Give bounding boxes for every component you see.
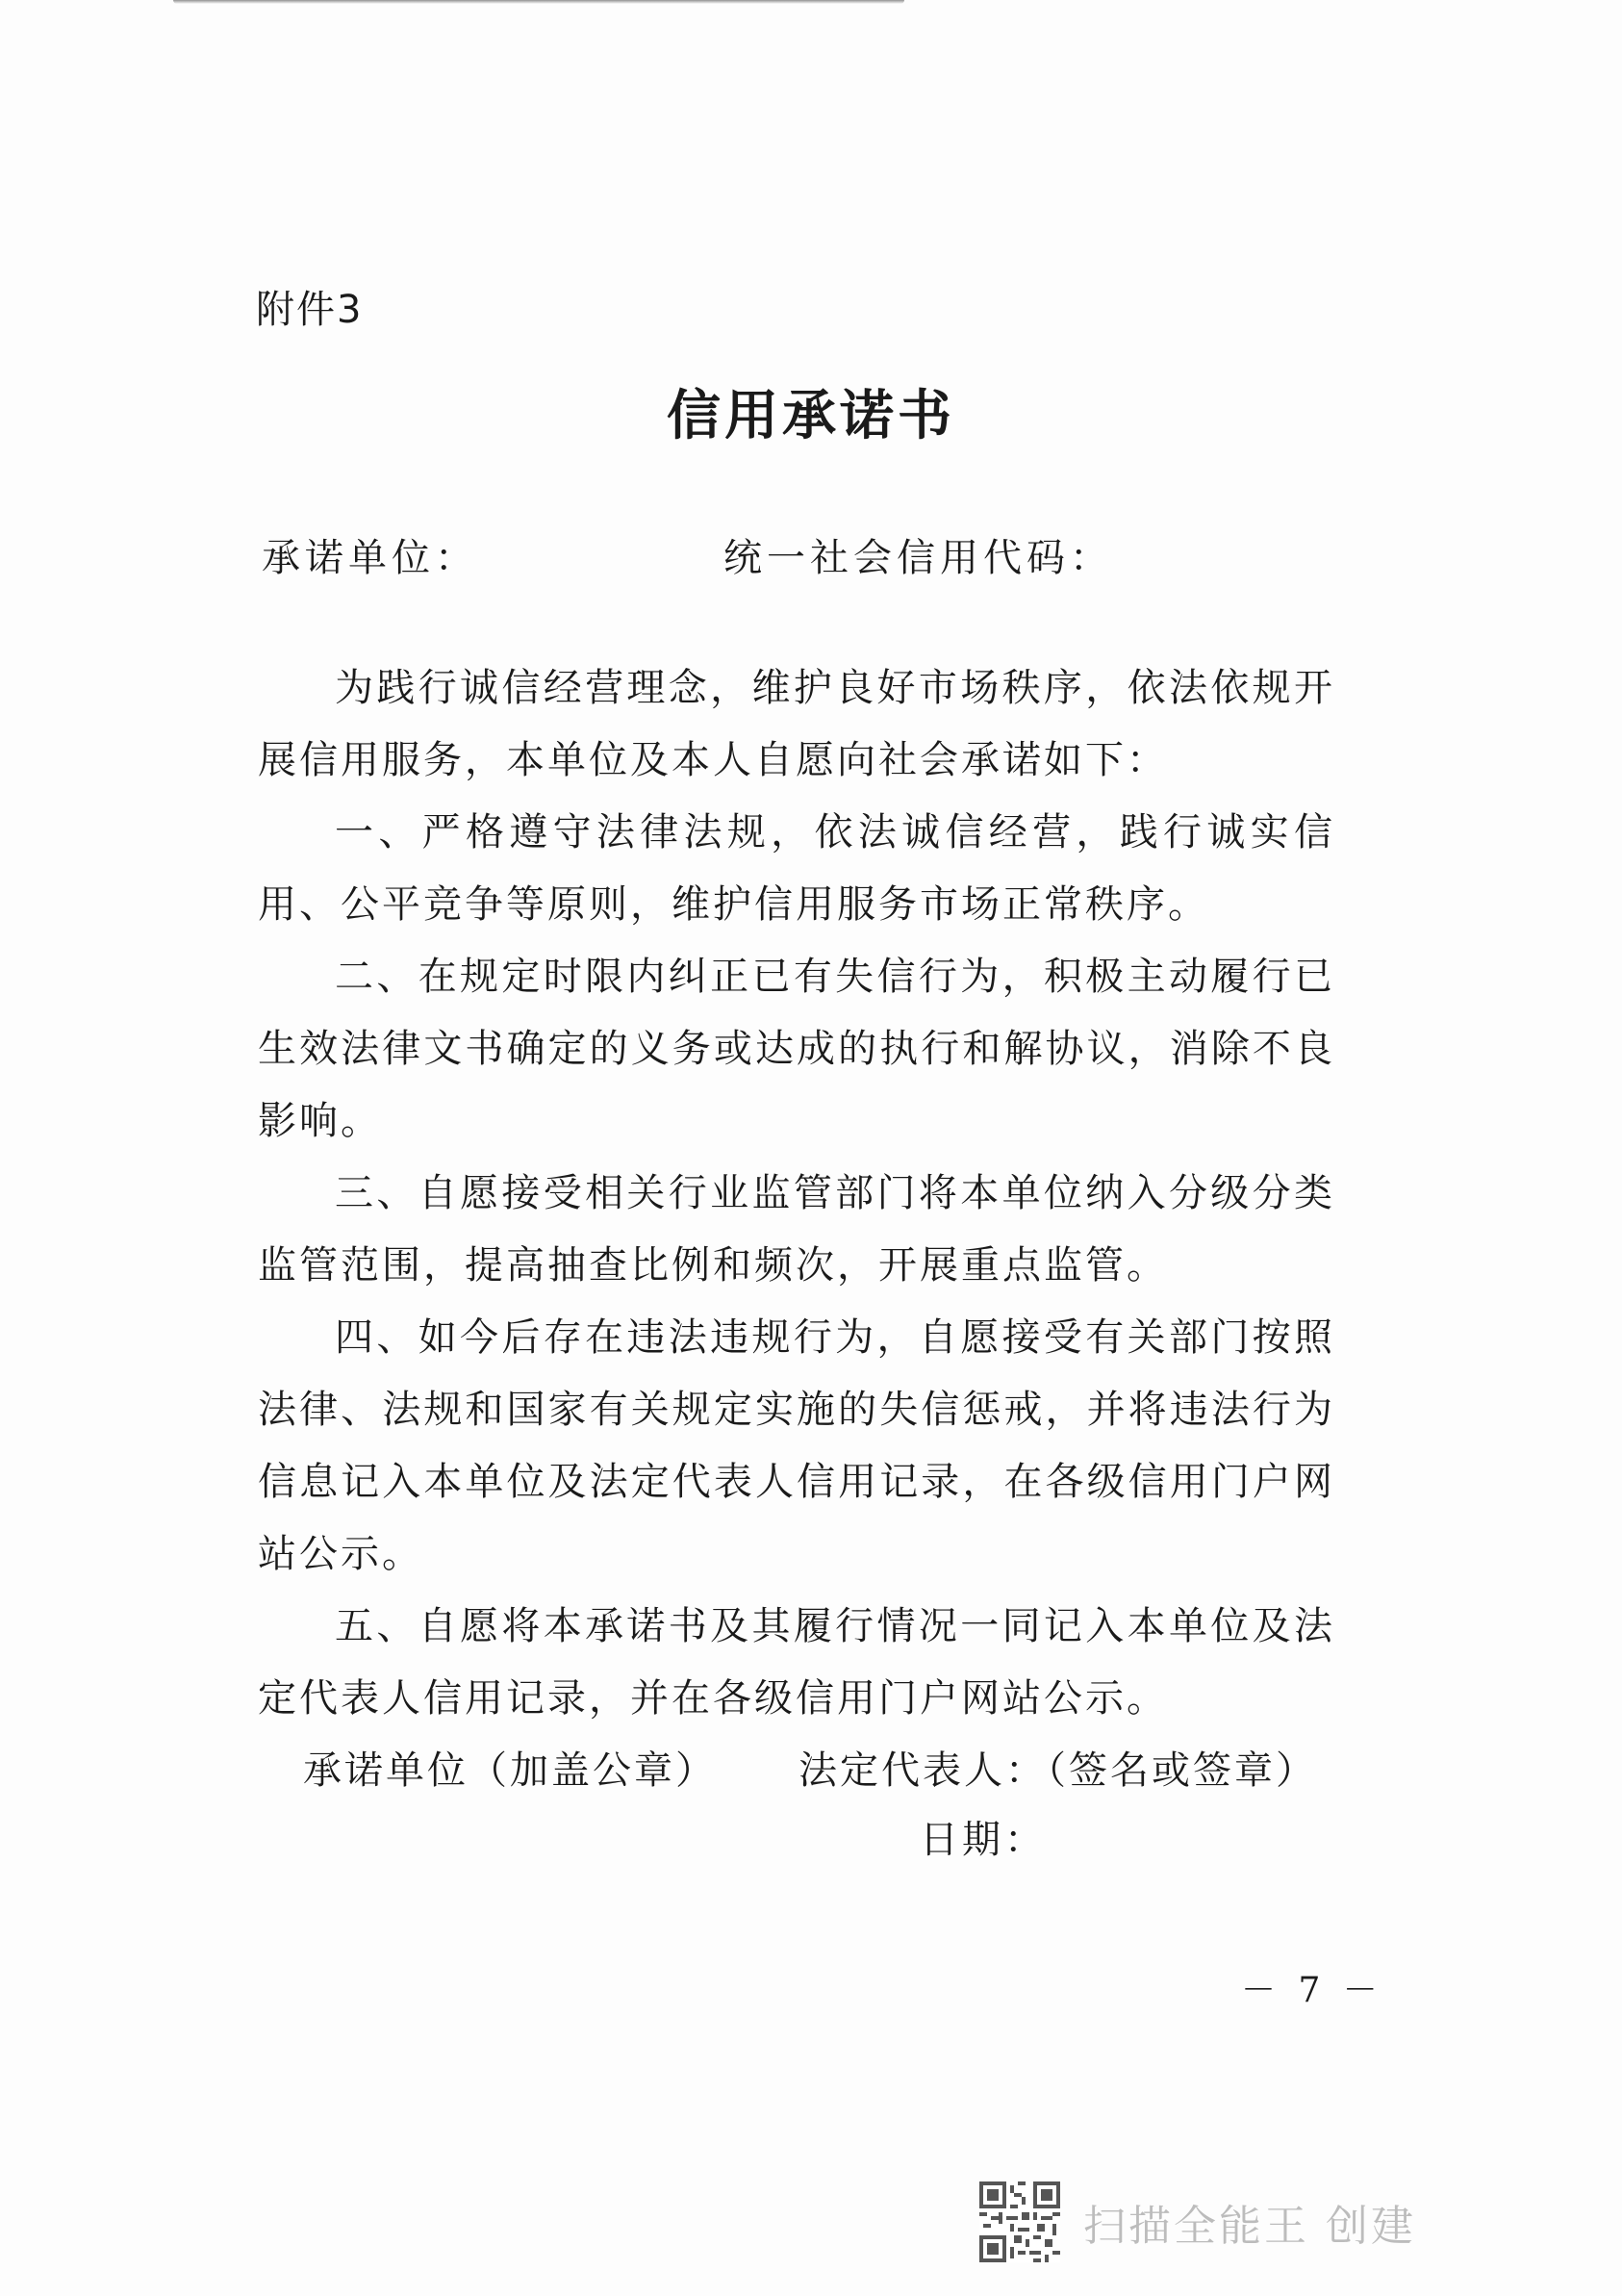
legal-representative-label: 法定代表人：（签名或签章） — [798, 1748, 1317, 1793]
attachment-label: 附件3 — [256, 288, 364, 332]
document-title: 信用承诺书 — [667, 384, 955, 447]
document-body — [258, 652, 1335, 1735]
qr-code-icon — [979, 2181, 1060, 2262]
date-label: 日期： — [920, 1818, 1047, 1862]
paragraph-intro: 为践行诚信经营理念，维护良好市场秩序，依法依规开展信用服务，本单位及本人自愿向社会承诺如下： — [258, 666, 1335, 782]
paragraph-item-4: 四、如今后存在违法违规行为，自愿接受有关部门按照法律、法规和国家有关规定实施的失信惩戒，并将违法行为信息记入本单位及法定代表人信用记录，在各级信用门户网站公示。 — [258, 1315, 1335, 1576]
paragraph-item-1: 一、严格遵守法律法规，依法诚信经营，践行诚实信用、公平竞争等原则，维护信用服务市场正常秩序。 — [258, 810, 1335, 927]
paragraph-item-3: 三、自愿接受相关行业监管部门将本单位纳入分级分类监管范围，提高抽查比例和频次，开展重点监管。 — [258, 1171, 1335, 1288]
paragraph-item-2: 二、在规定时限内纠正已有失信行为，积极主动履行已生效法律文书确定的义务或达成的执行和解协议，消除不良影响。 — [258, 955, 1335, 1143]
unit-field-label: 承诺单位： — [262, 536, 478, 580]
credit-code-field-label: 统一社会信用代码： — [723, 536, 1113, 580]
watermark-text: 扫描全能王 创建 — [1083, 2202, 1416, 2251]
scanner-watermark — [979, 2179, 1416, 2265]
paragraph-item-5: 五、自愿将本承诺书及其履行情况一同记入本单位及法定代表人信用记录，并在各级信用门户网站公示。 — [258, 1604, 1335, 1721]
scan-edge-shadow — [173, 0, 904, 4]
page-number: － 7 － — [1241, 1971, 1383, 2010]
unit-seal-label: 承诺单位（加盖公章） — [303, 1748, 717, 1793]
